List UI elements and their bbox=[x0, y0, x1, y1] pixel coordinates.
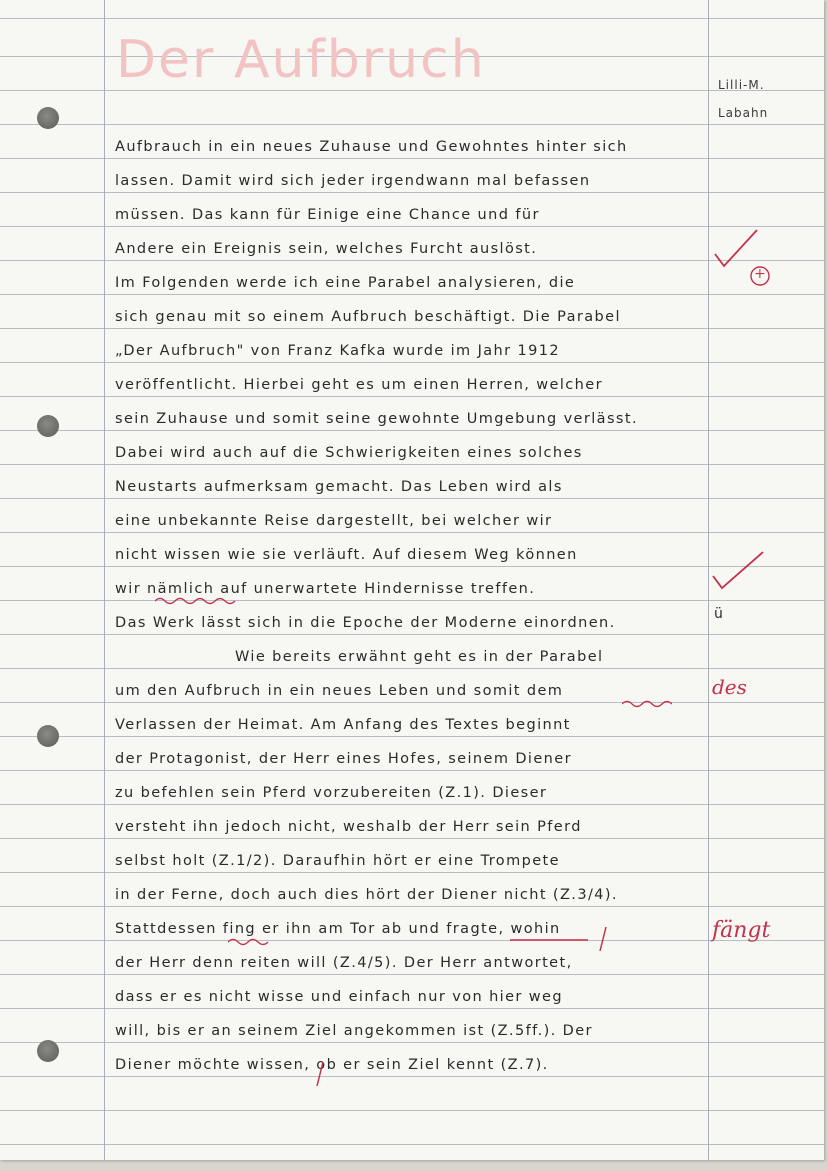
text-line: Diener möchte wissen, ob er sein Ziel kennt (Z.7). bbox=[115, 1057, 549, 1073]
left-margin-line bbox=[104, 0, 105, 1160]
text-line: lassen. Damit wird sich jeder irgendwann mal befassen bbox=[115, 173, 591, 189]
text-line: selbst holt (Z.1/2). Daraufhin hört er eine Trompete bbox=[115, 853, 560, 869]
text-line: Aufbrauch in ein neues Zuhause und Gewohntes hinter sich bbox=[115, 139, 628, 155]
text-line: in der Ferne, doch auch dies hört der Diener nicht (Z.3/4). bbox=[115, 887, 618, 903]
correction-des: des bbox=[712, 675, 747, 699]
plus-mark: + bbox=[754, 266, 766, 282]
checkmark-icon bbox=[710, 550, 766, 592]
text-line: müssen. Das kann für Einige eine Chance und für bbox=[115, 207, 540, 223]
punch-hole bbox=[37, 725, 59, 747]
comma-insert-mark bbox=[596, 925, 610, 955]
text-line: um den Aufbruch in ein neues Leben und somit dem bbox=[115, 683, 564, 699]
underline-fragte bbox=[510, 937, 590, 945]
text-line: wir nämlich auf unerwartete Hindernisse treffen. bbox=[115, 581, 536, 597]
text-line: sich genau mit so einem Aufbruch beschäftigt. Die Parabel bbox=[115, 309, 621, 325]
smiley-mark: ü bbox=[714, 606, 723, 622]
text-line: nicht wissen wie sie verläuft. Auf diesem Weg können bbox=[115, 547, 578, 563]
text-line: Stattdessen fing er ihn am Tor ab und fragte, wohin bbox=[115, 921, 561, 937]
text-line: „Der Aufbruch" von Franz Kafka wurde im Jahr 1912 bbox=[115, 343, 561, 359]
text-line: der Herr denn reiten will (Z.4/5). Der Herr antwortet, bbox=[115, 955, 573, 971]
text-line-indented: Wie bereits erwähnt geht es in der Parabel bbox=[235, 649, 604, 665]
text-line: Das Werk lässt sich in die Epoche der Moderne einordnen. bbox=[115, 615, 616, 631]
text-line: zu befehlen sein Pferd vorzubereiten (Z.1). Dieser bbox=[115, 785, 548, 801]
text-line: will, bis er an seinem Ziel angekommen ist (Z.5ff.). Der bbox=[115, 1023, 593, 1039]
text-line: versteht ihn jedoch nicht, weshalb der Herr sein Pferd bbox=[115, 819, 582, 835]
text-line: Im Folgenden werde ich eine Parabel analysieren, die bbox=[115, 275, 576, 291]
wavy-underline-fing bbox=[228, 937, 273, 947]
text-line: der Protagonist, der Herr eines Hofes, seinem Diener bbox=[115, 751, 572, 767]
punch-hole bbox=[37, 107, 59, 129]
text-line: sein Zuhause und somit seine gewohnte Umgebung verlässt. bbox=[115, 411, 638, 427]
text-line: Dabei wird auch auf die Schwierigkeiten eines solches bbox=[115, 445, 583, 461]
comma-insert-mark bbox=[313, 1060, 327, 1090]
punch-hole bbox=[37, 415, 59, 437]
author-last-name: Labahn bbox=[718, 106, 769, 120]
right-margin-line bbox=[708, 0, 709, 1160]
text-line: eine unbekannte Reise dargestellt, bei welcher wir bbox=[115, 513, 553, 529]
text-line: Neustarts aufmerksam gemacht. Das Leben wird als bbox=[115, 479, 563, 495]
text-line: Verlassen der Heimat. Am Anfang des Textes beginnt bbox=[115, 717, 571, 733]
author-first-name: Lilli-M. bbox=[718, 78, 765, 92]
text-line: veröffentlicht. Hierbei geht es um einen Herren, welcher bbox=[115, 377, 603, 393]
wavy-underline-naemlich bbox=[155, 596, 240, 606]
author-name bbox=[718, 68, 768, 130]
page-title: Der Aufbruch bbox=[116, 30, 486, 90]
text-line: Andere ein Ereignis sein, welches Furcht auslöst. bbox=[115, 241, 538, 257]
punch-hole bbox=[37, 1040, 59, 1062]
text-line: dass er es nicht wisse und einfach nur von hier weg bbox=[115, 989, 563, 1005]
wavy-underline-dem bbox=[622, 699, 672, 709]
correction-faengt: fängt bbox=[712, 918, 771, 943]
